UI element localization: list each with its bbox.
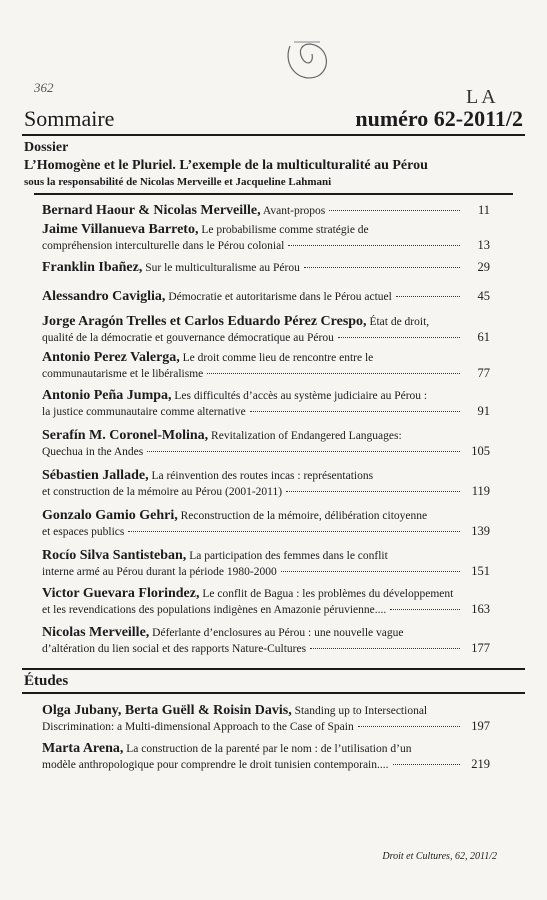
entry-title-line1: Les difficultés d’accès au système judiciaire au Pérou : (174, 390, 428, 402)
leader-dots (286, 491, 460, 492)
entry-author: Victor Guevara Florindez, (42, 586, 200, 601)
page-header (24, 106, 523, 132)
leader-dots (396, 296, 460, 297)
handwritten-scribble (280, 36, 336, 86)
entry-author: Olga Jubany, Berta Guëll & Roisin Davis, (42, 703, 292, 718)
entry-title-line1: Démocratie et autoritarisme dans le Pérou actuel (168, 291, 392, 303)
entry-title-line2: Discrimination: a Multi-dimensional Approach to the Case of Spain (42, 721, 354, 733)
entry-title-line1: Déferlante d’enclosures au Pérou : une nouvelle vague (152, 627, 404, 639)
dossier-divider (34, 193, 513, 195)
etudes-label: Études (24, 673, 69, 689)
toc-entry (42, 260, 490, 276)
entry-page: 91 (477, 404, 490, 418)
entry-page: 105 (471, 444, 490, 458)
entry-title-line1: Le probabilisme comme stratégie de (201, 224, 369, 236)
entry-page: 177 (471, 641, 490, 655)
leader-dots (250, 411, 460, 412)
leader-dots (128, 531, 460, 532)
leader-dots (310, 648, 460, 649)
entry-page: 61 (477, 330, 490, 344)
toc-entry (42, 741, 490, 773)
entry-title-line1: Reconstruction de la mémoire, délibération citoyenne (180, 510, 428, 522)
leader-dots (358, 726, 460, 727)
leader-dots (329, 210, 460, 211)
entry-author: Jorge Aragón Trelles et Carlos Eduardo Pérez Crespo, (42, 314, 367, 329)
entry-page: 139 (471, 524, 490, 538)
dossier-label: Dossier (24, 140, 69, 155)
entry-title-line2: modèle anthropologique pour comprendre le droit tunisien contemporain.... (42, 759, 389, 771)
handwritten-page-number: 362 (34, 80, 54, 95)
leader-dots (338, 337, 460, 338)
leader-dots (390, 609, 460, 610)
toc-entry (42, 289, 490, 305)
entry-page: 29 (477, 260, 490, 274)
toc-entry (42, 203, 490, 219)
entry-page: 77 (477, 366, 490, 380)
entry-title-line2: qualité de la démocratie et gouvernance démocratique au Pérou (42, 332, 334, 344)
entry-title-line1: Avant-propos (262, 205, 326, 217)
entry-author: Gonzalo Gamio Gehri, (42, 508, 178, 523)
entry-page: 119 (471, 484, 490, 498)
entry-page: 163 (471, 602, 490, 616)
entry-title-line1: Le conflit de Bagua : les problèmes du développement (202, 588, 454, 600)
header-divider (22, 134, 525, 136)
etudes-top-divider (22, 668, 525, 670)
entry-author: Nicolas Merveille, (42, 625, 150, 640)
toc-entry (42, 586, 490, 618)
leader-dots (304, 267, 460, 268)
entry-author: Bernard Haour & Nicolas Merveille, (42, 203, 261, 218)
entry-title-line1: Standing up to Intersectional (294, 705, 428, 717)
toc-entry (42, 388, 490, 420)
entry-title-line1: Le droit comme lieu de rencontre entre le (182, 352, 374, 364)
entry-title-line2: interne armé au Pérou durant la période 1980-2000 (42, 566, 277, 578)
header-title: Sommaire (24, 106, 115, 131)
entry-title-line2: la justice communautaire comme alternative (42, 406, 246, 418)
entry-title-line2: et les revendications des populations indigènes en Amazonie péruvienne.... (42, 604, 387, 616)
dossier-subtitle: sous la responsabilité de Nicolas Merveille et Jacqueline Lahmani (24, 176, 332, 188)
leader-dots (393, 764, 460, 765)
toc-entry (42, 468, 490, 500)
toc-entry (42, 314, 490, 346)
entry-title-line1: Sur le multiculturalisme au Pérou (145, 262, 300, 274)
entry-author: Antonio Peña Jumpa, (42, 388, 172, 403)
entry-author: Rocío Silva Santisteban, (42, 548, 187, 563)
entry-title-line2: d’altération du lien social et des rapports Nature-Cultures (42, 643, 307, 655)
leader-dots (288, 245, 460, 246)
entry-title-line1: La construction de la parenté par le nom : de l’utilisation d’un (126, 743, 412, 755)
entry-title-line2: compréhension interculturelle dans le Pérou colonial (42, 240, 285, 252)
leader-dots (147, 451, 460, 452)
entry-author: Jaime Villanueva Barreto, (42, 222, 199, 237)
entry-title-line2: et construction de la mémoire au Pérou (2001-2011) (42, 486, 283, 498)
toc-entry (42, 428, 490, 460)
leader-dots (207, 373, 460, 374)
entry-page: 13 (477, 238, 490, 252)
entry-author: Marta Arena, (42, 741, 124, 756)
entry-author: Antonio Perez Valerga, (42, 350, 180, 365)
entry-title-line2: communautarisme et le libéralisme (42, 368, 204, 380)
issue-number: numéro 62-2011/2 (355, 106, 523, 131)
toc-entry (42, 703, 490, 735)
toc-entry (42, 548, 490, 580)
toc-entry (42, 222, 490, 254)
entry-author: Alessandro Caviglia, (42, 289, 166, 304)
dossier-title: L’Homogène et le Pluriel. L’exemple de la multiculturalité au Pérou (24, 158, 428, 173)
entry-page: 197 (471, 719, 490, 733)
entry-page: 151 (471, 564, 490, 578)
entry-title-line2: Quechua in the Andes (42, 446, 144, 458)
entry-title-line2: et espaces publics (42, 526, 125, 538)
journal-footer: Droit et Cultures, 62, 2011/2 (382, 851, 497, 862)
entry-title-line1: Revitalization of Endangered Languages: (211, 430, 402, 442)
entry-title-line1: État de droit, (369, 316, 430, 328)
entry-page: 11 (477, 203, 490, 217)
handwritten-corner-mark: LA (466, 86, 499, 108)
entry-title-line1: La participation des femmes dans le conflit (189, 550, 388, 562)
toc-entry (42, 508, 490, 540)
toc-entry (42, 350, 490, 382)
toc-entry (42, 625, 490, 657)
etudes-bottom-divider (22, 692, 525, 694)
entry-title-line1: La réinvention des routes incas : représentations (151, 470, 374, 482)
leader-dots (281, 571, 460, 572)
entry-author: Serafín M. Coronel-Molina, (42, 428, 209, 443)
entry-author: Franklin Ibañez, (42, 260, 143, 275)
entry-page: 45 (477, 289, 490, 303)
entry-page: 219 (471, 757, 490, 771)
entry-author: Sébastien Jallade, (42, 468, 149, 483)
